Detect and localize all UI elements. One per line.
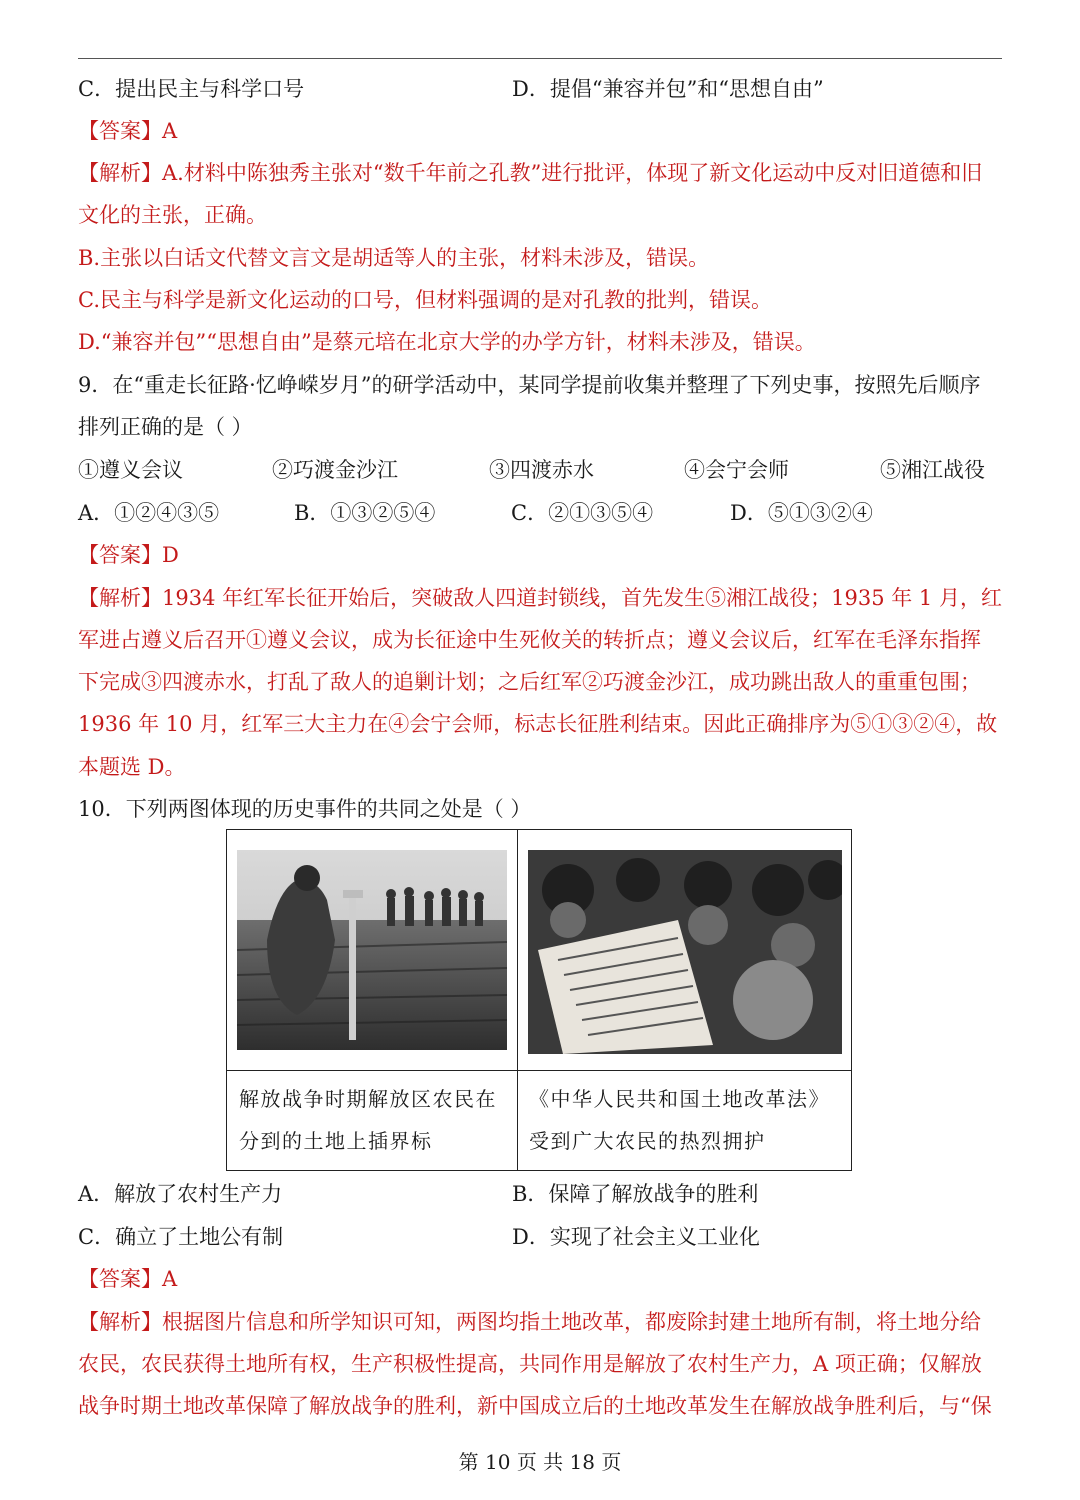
caption-line: 分到的土地上插界标: [239, 1129, 433, 1153]
figure-divider: [227, 1070, 851, 1071]
q9-analysis-line: 军进占遵义后召开①遵义会议，成为长征途中生死攸关的转折点；遵义会议后，红军在毛泽东指挥: [78, 628, 981, 652]
q9-event: ③四渡赤水: [489, 458, 594, 482]
q8-analysis-line: 文化的主张，正确。: [78, 203, 267, 227]
q9-options-row: [78, 492, 1002, 534]
q9-event: ⑤湘江战役: [880, 458, 985, 482]
answer-value: A: [162, 119, 178, 143]
analysis-text: A.材料中陈独秀主张对“数千年前之孔教”进行批评，体现了新文化运动中反对旧道德和旧: [162, 161, 983, 185]
q10-option-b: B．保障了解放战争的胜利: [512, 1182, 759, 1206]
page-footer: 第 10 页 共 18 页: [458, 1450, 622, 1474]
q8-analysis-line: [78, 152, 1002, 194]
q9-option-b: B．①③②⑤④: [294, 501, 436, 525]
q8-analysis-line: C.民主与科学是新文化运动的口号，但材料强调的是对孔教的批判，错误。: [78, 288, 772, 312]
header-rule: [78, 58, 1002, 59]
figure-divider: [517, 830, 518, 1170]
q9-option-d: D．⑤①③②④: [730, 501, 873, 525]
q10-analysis-line: 农民，农民获得土地所有权，生产积极性提高，共同作用是解放了农村生产力，A 项正确；仅解放: [78, 1352, 982, 1376]
q9-analysis-line: [78, 577, 1002, 619]
q10-analysis-line: [78, 1301, 1002, 1343]
q10-answer: [78, 1258, 1002, 1300]
q10-stem: 10．下列两图体现的历史事件的共同之处是（ ）: [78, 797, 532, 821]
answer-label: 【答案】: [78, 1267, 162, 1291]
q8-options-row: [78, 68, 1002, 110]
caption-left: [239, 1078, 497, 1162]
q10-figure-table: [226, 829, 852, 1171]
caption-line: 受到广大农民的热烈拥护: [529, 1129, 766, 1153]
answer-value: D: [162, 543, 179, 567]
caption-line: 《中华人民共和国土地改革法》: [529, 1087, 830, 1111]
q10-option-d: D．实现了社会主义工业化: [512, 1225, 760, 1249]
q8-analysis-line: B.主张以白话文代替文言文是胡适等人的主张，材料未涉及，错误。: [78, 246, 710, 270]
photo-farmers-boundary-markers: [237, 850, 507, 1050]
q10-analysis-line: 战争时期土地改革保障了解放战争的胜利，新中国成立后的土地改革发生在解放战争胜利后，与“保: [78, 1394, 992, 1418]
q9-analysis-line: 本题选 D。: [78, 755, 186, 779]
q8-option-d: D．提倡“兼容并包”和“思想自由”: [512, 77, 824, 101]
q10-option-c: C．确立了土地公有制: [78, 1225, 284, 1249]
answer-label: 【答案】: [78, 543, 162, 567]
q9-answer: [78, 534, 1002, 576]
q8-analysis-line: D.“兼容并包”“思想自由”是蔡元培在北京大学的办学方针，材料未涉及，错误。: [78, 330, 816, 354]
caption-right: [529, 1078, 830, 1162]
q9-stem: 9．在“重走长征路·忆峥嵘岁月”的研学活动中，某同学提前收集并整理了下列史事，按照先后顺序: [78, 373, 981, 397]
caption-line: 解放战争时期解放区农民在: [239, 1087, 497, 1111]
q10-option-a: A．解放了农村生产力: [78, 1182, 283, 1206]
photo-farmers-reading-law: [528, 850, 842, 1054]
q10-options-row: [78, 1173, 1002, 1215]
q9-event: ②巧渡金沙江: [272, 458, 398, 482]
answer-label: 【答案】: [78, 119, 162, 143]
answer-value: A: [162, 1267, 178, 1291]
analysis-label: 【解析】: [78, 1310, 162, 1334]
q9-event: ①遵义会议: [78, 458, 183, 482]
q9-stem: 排列正确的是（ ）: [78, 415, 253, 439]
analysis-label: 【解析】: [78, 161, 162, 185]
q10-options-row: [78, 1216, 1002, 1258]
q9-events-row: [78, 449, 1002, 491]
q9-analysis-line: 1936 年 10 月，红军三大主力在④会宁会师，标志长征胜利结束。因此正确排序为⑤①③②④，故: [78, 712, 998, 736]
q8-option-c: C．提出民主与科学口号: [78, 77, 305, 101]
analysis-text: 根据图片信息和所学知识可知，两图均指土地改革，都废除封建土地所有制，将土地分给: [162, 1310, 981, 1334]
analysis-label: 【解析】: [78, 586, 162, 610]
q9-option-c: C．②①③⑤④: [511, 501, 654, 525]
q9-option-a: A．①②④③⑤: [78, 501, 220, 525]
q9-analysis-line: 下完成③四渡赤水，打乱了敌人的追剿计划；之后红军②巧渡金沙江，成功跳出敌人的重重包围；: [78, 670, 981, 694]
q8-answer: [78, 110, 1002, 152]
q9-event: ④会宁会师: [684, 458, 789, 482]
analysis-text: 1934 年红军长征开始后，突破敌人四道封锁线，首先发生⑤湘江战役；1935 年 1 月，红: [162, 586, 1002, 610]
